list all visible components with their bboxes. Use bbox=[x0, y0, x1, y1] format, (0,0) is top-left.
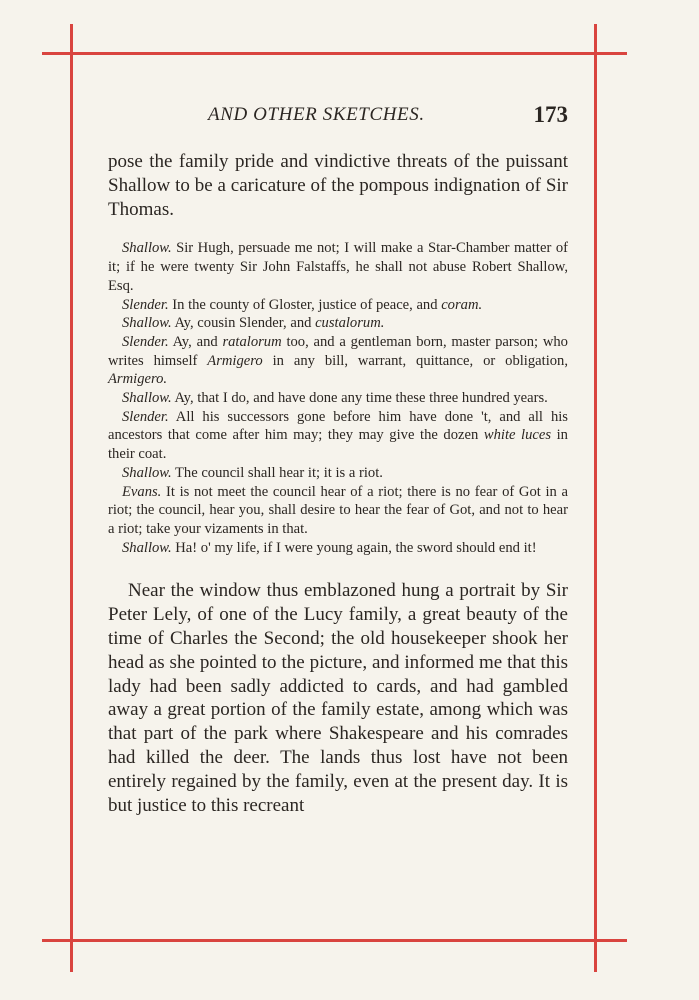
speech-text: Sir Hugh, persuade me not; I will make a Star-Chamber matter of it; if he were twenty Sir John Falstaffs, he shall not abuse Robert Shallow, Esq. bbox=[108, 240, 568, 294]
speech-text: Ha! o' my life, if I were young again, the sword should end it! bbox=[171, 539, 537, 556]
dialogue-line bbox=[108, 539, 568, 558]
border-rule-bottom bbox=[42, 939, 627, 942]
speech-text: in any bill, warrant, quittance, or obligation, bbox=[262, 352, 568, 369]
speech-text: In the county of Gloster, justice of peace, and bbox=[168, 296, 442, 313]
italic-text: Armigero. bbox=[108, 371, 168, 388]
speaker-name: Evans. bbox=[122, 483, 162, 500]
speech-text: too, and a gentleman born, master parson; who writes himself bbox=[108, 333, 568, 369]
speaker-name: Shallow. bbox=[122, 390, 172, 407]
speaker-name: Slender. bbox=[122, 296, 169, 313]
speech-text: It is not meet the council hear of a riot; there is no fear of Got in a riot; the council, hear you, shall desire to hear the fear of Got, and not to hear a riot; take your vizaments in that. bbox=[108, 483, 568, 537]
dialogue-line bbox=[108, 408, 568, 464]
dialogue-excerpt bbox=[108, 239, 568, 557]
speaker-name: Slender. bbox=[122, 408, 169, 425]
italic-text: Armigero bbox=[207, 352, 263, 369]
body-paragraph-2: Near the window thus emblazoned hung a portrait by Sir Peter Lely, of one of the Lucy family, a great beauty of the time of Charles the Second; the old housekeeper shook her head as she pointed to the picture, and informed me that this lady had been sadly addicted to cards, and had gambled away a great portion of the family estate, among which was that part of the park where Shakespeare and his comrades had killed the deer. The lands thus lost have not been entirely regained by the family, even at the present day. It is but justice to this recreant bbox=[108, 580, 568, 816]
dialogue-line bbox=[108, 389, 568, 408]
speech-text: Ay, and bbox=[168, 333, 223, 350]
italic-text: ratalorum bbox=[222, 333, 282, 350]
speech-text: in their coat. bbox=[108, 427, 568, 463]
speaker-name: Shallow. bbox=[122, 315, 172, 332]
italic-text: custalorum. bbox=[315, 315, 385, 332]
page-number: 173 bbox=[533, 102, 568, 127]
body-paragraph-1: pose the family pride and vindictive threats of the puissant Shallow to be a caricature of the pompous indignation of Sir Thomas. bbox=[108, 151, 568, 220]
speaker-name: Shallow. bbox=[122, 539, 172, 556]
dialogue-line bbox=[108, 296, 568, 315]
speech-text: Ay, that I do, and have done any time these three hundred years. bbox=[171, 390, 548, 407]
italic-text: coram. bbox=[441, 296, 483, 313]
page-content bbox=[108, 100, 568, 817]
speaker-name: Slender. bbox=[122, 333, 169, 350]
border-rule-right bbox=[594, 24, 597, 972]
dialogue-line bbox=[108, 464, 568, 483]
speech-text: Ay, cousin Slender, and bbox=[171, 315, 316, 332]
speaker-name: Shallow. bbox=[122, 464, 172, 481]
speaker-name: Shallow. bbox=[122, 240, 172, 257]
dialogue-line bbox=[108, 239, 568, 295]
speech-text: The council shall hear it; it is a riot. bbox=[171, 464, 383, 481]
speech-text: All his successors gone before him have done 't, and all his ancestors that come after him may; they may give the dozen bbox=[108, 408, 568, 444]
dialogue-line bbox=[108, 333, 568, 389]
dialogue-line bbox=[108, 483, 568, 539]
italic-text: white luces bbox=[483, 427, 552, 444]
dialogue-line bbox=[108, 314, 568, 333]
page-header bbox=[108, 100, 568, 130]
border-rule-top bbox=[42, 52, 627, 55]
running-title: AND OTHER SKETCHES. bbox=[208, 104, 425, 125]
border-rule-left bbox=[70, 24, 73, 972]
